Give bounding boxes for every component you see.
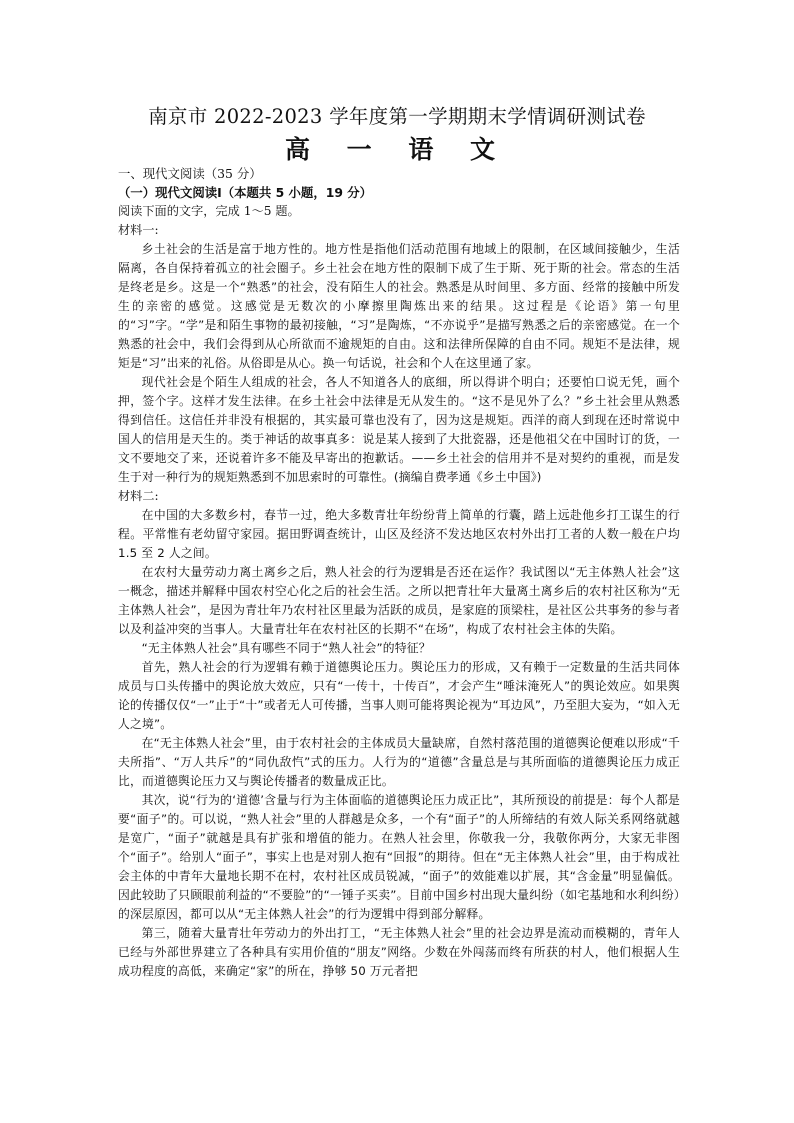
paragraph: 在“无主体熟人社会”里，由于农村社会的主体成员大量缺席，自然村落范围的道德舆论便难以形成“千夫所指”、“万人共斥”的“同仇敌忾”式的压力。人行为的“道德”含量总是与其所面临的道德舆论压力成正比，而道德舆论压力又与舆论传播者的数量成正比。	[118, 736, 680, 788]
reading-content	[118, 164, 680, 981]
paragraph: 乡土社会的生活是富于地方性的。地方性是指他们活动范围有地域上的限制，在区域间接触少，生活隔离，各自保持着孤立的社会圈子。乡土社会在地方性的限制下成了生于斯、死于斯的社会。常态的生活是终老是乡。这是一个“熟悉”的社会，没有陌生人的社会。熟悉是从时间里、多方面、经常的接触中所发生的亲密的感觉。这感觉是无数次的小摩擦里陶炼出来的结果。这过程是《论语》第一句里的“习”字。“学”是和陌生事物的最初接触，“习”是陶炼，“不亦说乎”是描写熟悉之后的亲密感觉。在一个熟悉的社会中，我们会得到从心所欲而不逾规矩的自由。这和法律所保障的自由不同。规矩不是法律，规矩是“习”出来的礼俗。从俗即是从心。换一句话说，社会和个人在这里通了家。	[118, 242, 680, 370]
paragraph: 在中国的大多数乡村，春节一过，绝大多数青壮年纷纷背上简单的行囊，踏上远赴他乡打工谋生的行程。平常惟有老幼留守家园。据田野调查统计，山区及经济不发达地区农村外出打工者的人数一般在户均 1.5 至 2 人之间。	[118, 508, 680, 560]
subsection-title: （一）现代文阅读Ⅰ（本题共 5 小题，19 分）	[118, 185, 373, 200]
paragraph: 在农村大量劳动力离土离乡之后，熟人社会的行为逻辑是否还在运作？我试图以“无主体熟人社会”这一概念，描述并解释中国农村空心化之后的社会生活。之所以把青壮年大量离土离乡后的农村社区称为“无主体熟人社会”，是因为青壮年乃农村社区里最为活跃的成员，是家庭的顶梁柱，是社区公共事务的参与者以及利益冲突的当事人。大量青壮年在农村社区的长期不“在场”，构成了农村社会主体的失陷。	[118, 565, 680, 636]
paragraph: 其次，说“行为的‘道德’含量与行为主体面临的道德舆论压力成正比”，其所预设的前提是：每个人都是要“面子”的。可以说，“熟人社会”里的人群越是众多，一个有“面子”的人所缔结的有效人际关系网络就越是宽广，“面子”就越是具有扩张和增值的能力。在熟人社会里，你敬我一分，我敬你两分，大家无非图个“面子”。给别人“面子”，事实上也是对别人抱有“回报”的期待。但在“无主体熟人社会”里，由于构成社会主体的中青年大量地长期不在村，农村社区成员锐减，“面子”的效能难以扩展，其“含金量”明显偏低。因此较助了只顾眼前利益的“不要脸”的“一锤子买卖”。目前中国乡村出现大量纠纷（如宅基地和水利纠纷）的深层原因，都可以从“无主体熟人社会”的行为逻辑中得到部分解释。	[118, 793, 680, 921]
exam-title: 南京市 2022-2023 学年度第一学期期末学情调研测试卷	[148, 105, 646, 128]
material1-label: 材料一:	[118, 223, 159, 237]
exam-subject: 高 一 语 文	[284, 135, 510, 164]
material2-label: 材料二:	[118, 489, 159, 503]
section-title: 一、现代文阅读（35 分）	[118, 166, 262, 181]
paragraph: 现代社会是个陌生人组成的社会，各人不知道各人的底细，所以得讲个明白；还要怕口说无凭，画个押，签个字。这样才发生法律。在乡土社会中法律是无从发生的。“这不是见外了么？”乡土社会里从熟悉得到信任。这信任并非没有根据的，其实最可靠也没有了，因为这是规矩。西洋的商人到现在还时常说中国人的信用是天生的。类于神话的故事真多：说是某人接到了大批瓷器，还是他祖父在中国时订的货，一文不要地交了来，还说着许多不能及早寄出的抱歉话。——乡土社会的信用并不是对契约的重视，而是发生于对一种行为的规矩熟悉到不加思索时的可靠性。(摘编自费孝通《乡土中国》)	[118, 375, 680, 484]
instruction: 阅读下面的文字，完成 1～5 题。	[118, 204, 300, 218]
material1-body	[118, 240, 680, 487]
paragraph: “无主体熟人社会”具有哪些不同于“熟人社会”的特征？	[141, 641, 431, 655]
material2-body	[118, 506, 680, 981]
paragraph: 首先，熟人社会的行为逻辑有赖于道德舆论压力。舆论压力的形成，又有赖于一定数量的生活共同体成员与口头传播中的舆论放大效应，只有“一传十，十传百”，才会产生“唾沫淹死人”的舆论效应。如果舆论的传播仅仅“一”止于“十”或者无人可传播，当事人则可能将舆论视为“耳边风”，乃至胆大妄为，“如入无人之境”。	[118, 660, 680, 731]
paragraph: 第三，随着大量青壮年劳动力的外出打工，“无主体熟人社会”里的社会边界是流动而模糊的，青年人已经与外部世界建立了各种具有实用价值的“朋友”网络。少数在外闯荡而终有所获的村人，他们根据人生成功程度的高低，来确定“家”的所在，挣够 50 万元者把	[118, 926, 680, 978]
